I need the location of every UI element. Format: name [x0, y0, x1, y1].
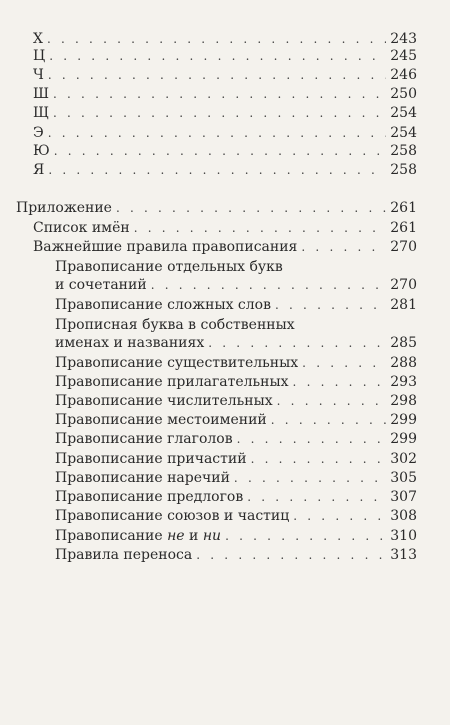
toc-page-number: 299 [390, 412, 417, 428]
toc-page-number: 261 [390, 200, 417, 216]
toc-page-number: 310 [390, 528, 417, 544]
toc-entry-label: Правописание предлогов [55, 489, 244, 505]
toc-entry-subsection [55, 527, 417, 547]
toc-entry-subsection [55, 392, 417, 412]
dot-leader [151, 276, 387, 294]
dot-leader [116, 199, 386, 217]
dot-leader [251, 450, 387, 468]
toc-page-number: 313 [390, 547, 417, 563]
dot-leader [302, 354, 386, 372]
toc-entry-subsection [55, 546, 417, 566]
toc-entry-subsection [55, 507, 417, 527]
toc-page-number: 305 [390, 470, 417, 486]
toc-entry-label: Правописание глаголов [55, 431, 233, 447]
dot-leader [49, 47, 386, 65]
toc-page-number: 245 [390, 48, 417, 64]
toc-page-number: 307 [390, 489, 417, 505]
label-particle-ni: ни [202, 528, 222, 544]
dot-leader [53, 104, 386, 122]
toc-entry-label: Правописание отдельных букв [55, 259, 283, 275]
dot-leader [293, 373, 387, 391]
toc-page-number: 270 [390, 277, 417, 293]
toc-entry-names-index [33, 219, 417, 239]
toc-entry-label: именах и названиях [55, 335, 205, 351]
toc-page-number: 298 [390, 393, 417, 409]
toc-entry-label: Правописание причастий [55, 451, 247, 467]
toc-entry-label: Я [33, 162, 45, 178]
toc-entry-label: Щ [33, 105, 49, 121]
dot-leader [134, 219, 387, 237]
dot-leader [234, 469, 386, 487]
dot-leader [301, 238, 386, 256]
toc-entry-letter [33, 161, 417, 181]
label-prefix: Правописание [55, 528, 168, 544]
toc-entry-label: Правописание союзов и частиц [55, 508, 290, 524]
toc-page-number: 258 [390, 162, 417, 178]
dot-leader [48, 66, 386, 84]
toc-page-number: 281 [390, 297, 417, 313]
toc-entry-label: Правописание сложных слов [55, 297, 271, 313]
toc-page-number: 288 [390, 355, 417, 371]
dot-leader [48, 161, 386, 179]
toc-entry-subsection [55, 334, 417, 354]
toc-entry-subsection [55, 296, 417, 316]
toc-page-number: 299 [390, 431, 417, 447]
toc-entry-subsection [55, 373, 417, 393]
toc-page-number: 308 [390, 508, 417, 524]
dot-leader [277, 392, 387, 410]
toc-entry-subsection [55, 488, 417, 508]
toc-entry-letter [33, 124, 417, 144]
dot-leader [48, 124, 387, 142]
toc-page-number: 285 [390, 335, 417, 351]
toc-entry-label: Х [33, 31, 43, 47]
toc-entry-label: Правила переноса [55, 547, 193, 563]
dot-leader [225, 527, 386, 545]
toc-entry-letter [33, 104, 417, 124]
toc-page-number: 243 [390, 31, 417, 47]
toc-entry-label: Важнейшие правила правописания [33, 239, 298, 255]
toc-page-number: 302 [390, 451, 417, 467]
toc-entry-subsection [55, 411, 417, 431]
toc-entry-letter [33, 66, 417, 86]
toc-entry-subsection [55, 354, 417, 374]
toc-entry-label: Ц [33, 48, 46, 64]
dot-leader [47, 30, 386, 48]
toc-entry-rules [33, 238, 417, 258]
toc-entry-subsection [55, 430, 417, 450]
toc-entry-label: Правописание прилагательных [55, 374, 289, 390]
toc-page-number: 258 [390, 143, 417, 159]
toc-entry-label: и сочетаний [55, 277, 147, 293]
toc-page-number: 254 [390, 105, 417, 121]
toc-page-number: 254 [390, 125, 417, 141]
dot-leader [293, 507, 386, 525]
toc-entry-label: Правописание существительных [55, 355, 299, 371]
toc-page-number: 250 [390, 86, 417, 102]
toc-entry-letter [33, 47, 417, 67]
toc-entry-label [55, 527, 221, 545]
toc-entry-label: Правописание местоимений [55, 412, 267, 428]
toc-entry-subsection [55, 469, 417, 489]
toc-entry-label: Правописание числительных [55, 393, 273, 409]
dot-leader [237, 430, 387, 448]
toc-entry-label: Ш [33, 86, 49, 102]
label-particle-ne: не [167, 528, 185, 544]
toc-page-number: 261 [390, 220, 417, 236]
dot-leader [208, 334, 386, 352]
toc-entry-label: Правописание наречий [55, 470, 230, 486]
toc-entry-label: Прописная буква в собственных [55, 317, 295, 333]
toc-page-number: 246 [390, 67, 417, 83]
toc-entry-letter [33, 85, 417, 105]
toc-entry-label: Список имён [33, 220, 130, 236]
dot-leader [54, 142, 387, 160]
dot-leader [247, 488, 386, 506]
toc-entry-label: Э [33, 125, 44, 141]
label-conjunction: и [184, 528, 203, 544]
toc-page-number: 293 [390, 374, 417, 390]
toc-entry-subsection [55, 450, 417, 470]
dot-leader [271, 411, 387, 429]
dot-leader [53, 85, 386, 103]
dot-leader [275, 296, 386, 314]
toc-page-number: 270 [390, 239, 417, 255]
toc-entry-label: Ю [33, 143, 50, 159]
toc-entry-label: Ч [33, 67, 44, 83]
toc-entry-subsection [55, 276, 417, 296]
toc-entry-appendix [16, 199, 417, 219]
toc-entry-label: Приложение [16, 200, 112, 216]
dot-leader [196, 546, 386, 564]
toc-entry-letter [33, 142, 417, 162]
